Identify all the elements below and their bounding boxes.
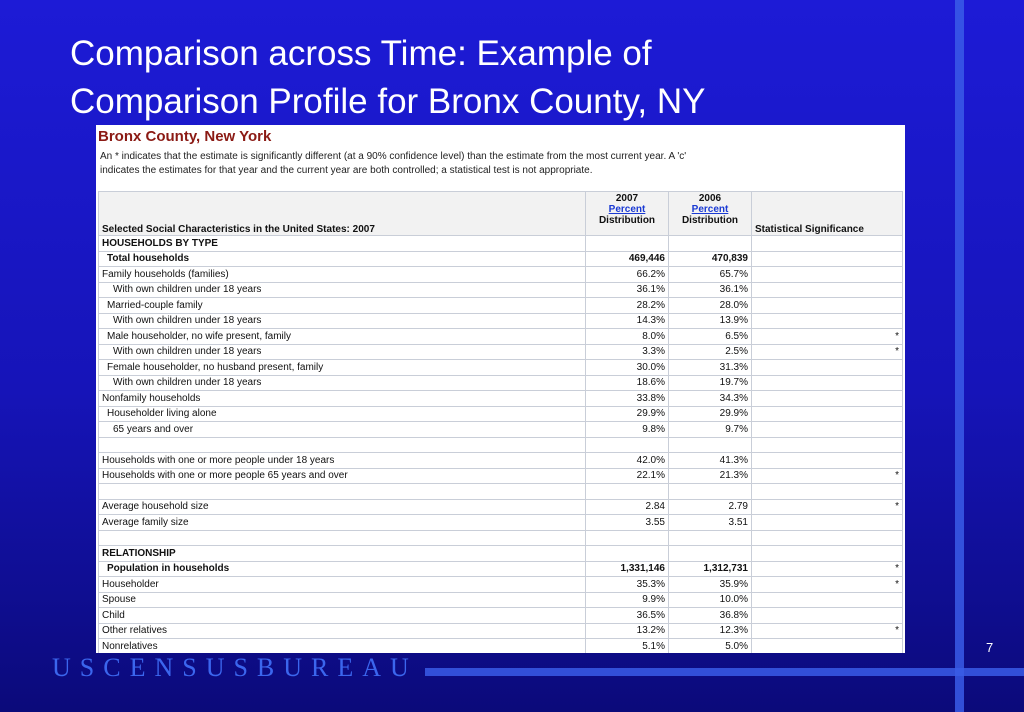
significance-mark (752, 608, 903, 624)
row-label: RELATIONSHIP (99, 546, 586, 562)
row-label: Households with one or more people under 18 years (99, 453, 586, 469)
slide-title (70, 30, 930, 126)
row-label: HOUSEHOLDS BY TYPE (99, 236, 586, 252)
value-2006 (669, 236, 752, 252)
table-row (99, 499, 903, 515)
row-label (99, 437, 586, 453)
slide-title-line-1: Comparison across Time: Example of (70, 34, 652, 73)
table-row (99, 298, 903, 314)
significance-mark (752, 546, 903, 562)
value-2006 (669, 484, 752, 500)
table-header-row (99, 192, 903, 236)
table-row (99, 484, 903, 500)
table-row (99, 391, 903, 407)
header-2007-year: 2007 (615, 193, 639, 204)
row-label: Average household size (99, 499, 586, 515)
row-label: Nonrelatives (99, 639, 586, 654)
value-2007: 36.5% (586, 608, 669, 624)
value-2007: 2.84 (586, 499, 669, 515)
page-number: 7 (986, 640, 994, 655)
significance-mark: * (752, 329, 903, 345)
table-row (99, 422, 903, 438)
significance-mark: * (752, 344, 903, 360)
row-label: Households with one or more people 65 years and over (99, 468, 586, 484)
table-row (99, 236, 903, 252)
value-2007: 9.8% (586, 422, 669, 438)
table-row (99, 592, 903, 608)
row-label: With own children under 18 years (99, 313, 586, 329)
significance-mark: * (752, 499, 903, 515)
value-2007 (586, 530, 669, 546)
row-label (99, 530, 586, 546)
value-2006: 29.9% (669, 406, 752, 422)
panel-title: Bronx County, New York (98, 128, 272, 145)
row-label: Family households (families) (99, 267, 586, 283)
value-2006: 36.1% (669, 282, 752, 298)
row-label: Child (99, 608, 586, 624)
table-row (99, 468, 903, 484)
header-2007-sub: Distribution (598, 215, 656, 226)
table-row (99, 639, 903, 654)
table-row (99, 406, 903, 422)
value-2006: 10.0% (669, 592, 752, 608)
row-label: Male householder, no wife present, family (99, 329, 586, 345)
table-row (99, 530, 903, 546)
value-2007: 3.55 (586, 515, 669, 531)
header-2006-percent-link[interactable]: Percent (691, 204, 729, 215)
value-2006: 1,312,731 (669, 561, 752, 577)
value-2006: 12.3% (669, 623, 752, 639)
value-2006: 34.3% (669, 391, 752, 407)
value-2006: 19.7% (669, 375, 752, 391)
significance-mark (752, 375, 903, 391)
value-2007: 42.0% (586, 453, 669, 469)
horizontal-divider (425, 668, 1024, 676)
row-label (99, 484, 586, 500)
row-label: With own children under 18 years (99, 282, 586, 298)
row-label: Average family size (99, 515, 586, 531)
significance-mark (752, 639, 903, 654)
header-2006-sub: Distribution (681, 215, 739, 226)
row-label: Householder living alone (99, 406, 586, 422)
significance-mark (752, 298, 903, 314)
significance-mark (752, 422, 903, 438)
value-2006: 65.7% (669, 267, 752, 283)
row-label: 65 years and over (99, 422, 586, 438)
header-2007 (586, 192, 669, 236)
table-row (99, 453, 903, 469)
significance-mark (752, 437, 903, 453)
value-2006: 6.5% (669, 329, 752, 345)
significance-mark (752, 530, 903, 546)
header-2006-year: 2006 (698, 193, 722, 204)
header-2006 (669, 192, 752, 236)
table-row (99, 577, 903, 593)
value-2007: 1,331,146 (586, 561, 669, 577)
significance-mark (752, 282, 903, 298)
value-2006: 2.79 (669, 499, 752, 515)
value-2007: 13.2% (586, 623, 669, 639)
value-2007: 66.2% (586, 267, 669, 283)
value-2007: 469,446 (586, 251, 669, 267)
row-label: Total households (99, 251, 586, 267)
table-row (99, 360, 903, 376)
table-row (99, 267, 903, 283)
significance-mark (752, 515, 903, 531)
table-row (99, 608, 903, 624)
row-label: Female householder, no husband present, family (99, 360, 586, 376)
table-row (99, 282, 903, 298)
row-label: With own children under 18 years (99, 375, 586, 391)
value-2007: 28.2% (586, 298, 669, 314)
significance-mark (752, 313, 903, 329)
value-2007: 35.3% (586, 577, 669, 593)
value-2007: 14.3% (586, 313, 669, 329)
significance-mark (752, 236, 903, 252)
value-2006 (669, 546, 752, 562)
value-2007: 33.8% (586, 391, 669, 407)
row-label: Population in households (99, 561, 586, 577)
significance-mark (752, 453, 903, 469)
header-significance: Statistical Significance (752, 192, 903, 236)
value-2006 (669, 437, 752, 453)
value-2006 (669, 530, 752, 546)
comparison-table (98, 191, 903, 653)
significance-mark (752, 267, 903, 283)
value-2006: 9.7% (669, 422, 752, 438)
row-label: Spouse (99, 592, 586, 608)
significance-mark (752, 360, 903, 376)
header-label: Selected Social Characteristics in the United States: 2007 (99, 192, 586, 236)
significance-mark: * (752, 623, 903, 639)
table-row (99, 329, 903, 345)
table-row (99, 313, 903, 329)
value-2006: 13.9% (669, 313, 752, 329)
value-2007: 8.0% (586, 329, 669, 345)
value-2006: 21.3% (669, 468, 752, 484)
slide-title-line-2: Comparison Profile for Bronx County, NY (70, 82, 706, 121)
value-2006: 470,839 (669, 251, 752, 267)
value-2006: 31.3% (669, 360, 752, 376)
table-row (99, 515, 903, 531)
profile-panel (96, 125, 905, 653)
row-label: Married-couple family (99, 298, 586, 314)
value-2007: 5.1% (586, 639, 669, 654)
vertical-divider (955, 0, 964, 712)
significance-mark: * (752, 561, 903, 577)
significance-note: An * indicates that the estimate is significantly different (at a 90% confidence level) than the estimate from the most current year. A 'c' indicates the estimates for that year and the current year are both controlled; a statistical test is not appropriate. (100, 151, 687, 176)
value-2006: 2.5% (669, 344, 752, 360)
row-label: Other relatives (99, 623, 586, 639)
value-2006: 5.0% (669, 639, 752, 654)
value-2007: 9.9% (586, 592, 669, 608)
row-label: With own children under 18 years (99, 344, 586, 360)
value-2006: 28.0% (669, 298, 752, 314)
value-2007: 29.9% (586, 406, 669, 422)
value-2007 (586, 546, 669, 562)
row-label: Householder (99, 577, 586, 593)
value-2007: 3.3% (586, 344, 669, 360)
table-row (99, 623, 903, 639)
significance-mark (752, 484, 903, 500)
table-row (99, 546, 903, 562)
value-2006: 35.9% (669, 577, 752, 593)
value-2007: 30.0% (586, 360, 669, 376)
value-2007 (586, 484, 669, 500)
value-2007: 22.1% (586, 468, 669, 484)
value-2007: 36.1% (586, 282, 669, 298)
value-2006: 3.51 (669, 515, 752, 531)
value-2006: 36.8% (669, 608, 752, 624)
significance-mark: * (752, 577, 903, 593)
row-label: Nonfamily households (99, 391, 586, 407)
header-2007-percent-link[interactable]: Percent (608, 204, 646, 215)
significance-mark: * (752, 468, 903, 484)
value-2006: 41.3% (669, 453, 752, 469)
table-row (99, 437, 903, 453)
value-2007 (586, 437, 669, 453)
value-2007 (586, 236, 669, 252)
table-row (99, 375, 903, 391)
significance-mark (752, 391, 903, 407)
table-row (99, 251, 903, 267)
value-2007: 18.6% (586, 375, 669, 391)
significance-mark (752, 592, 903, 608)
table-row (99, 344, 903, 360)
significance-mark (752, 251, 903, 267)
significance-mark (752, 406, 903, 422)
census-bureau-wordmark: USCENSUSBUREAU (52, 653, 418, 682)
table-row (99, 561, 903, 577)
